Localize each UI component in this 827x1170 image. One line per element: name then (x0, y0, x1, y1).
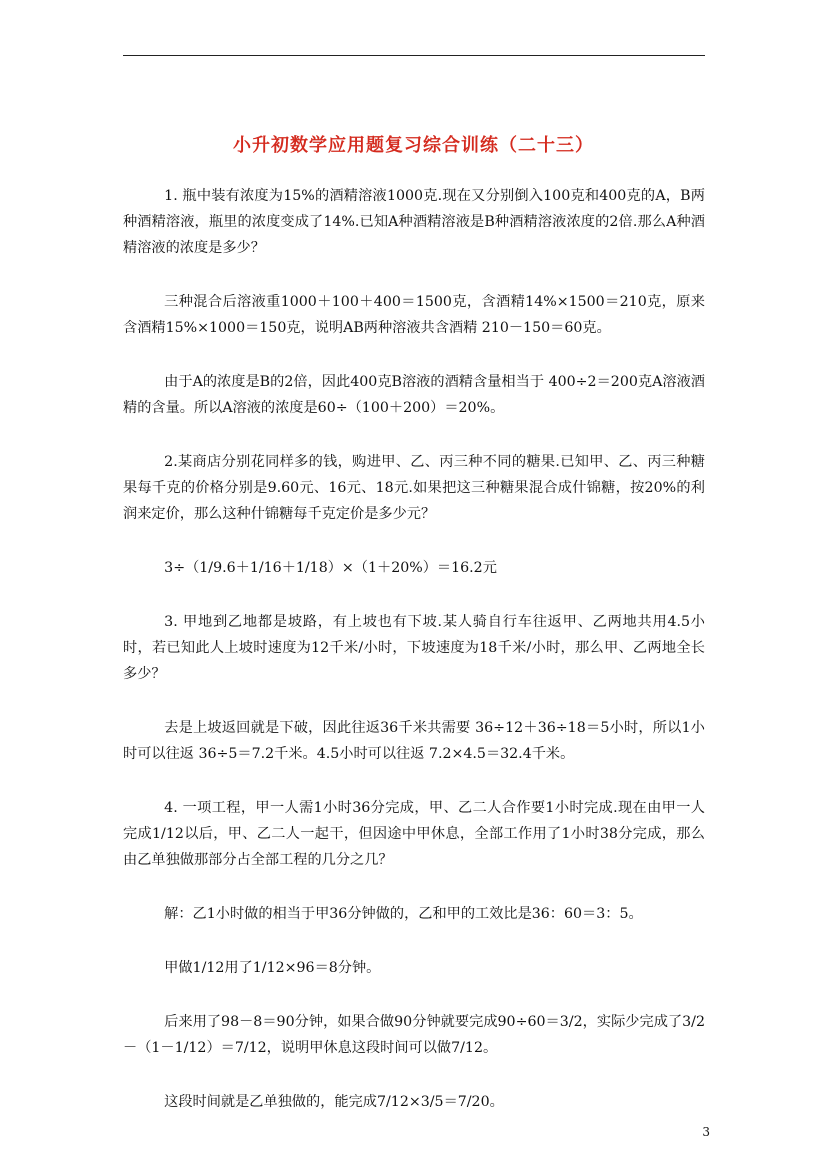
answer-4-step-3: 后来用了98－8＝90分钟，如果合做90分钟就要完成90÷60＝3/2，实际少完成了3/2－（1－1/12）＝7/12，说明甲休息这段时间可以做7/12。 (123, 1014, 705, 1056)
question-4: 4. 一项工程，甲一人需1小时36分完成，甲、乙二人合作要1小时完成.现在由甲一人完成1/12以后，甲、乙二人一起干，但因途中甲休息，全部工作用了1小时38分完成，那么由乙单独做那部分占全部工程的几分之几？ (123, 800, 705, 868)
answer-3: 去是上坡返回就是下破，因此往返36千米共需要 36÷12＋36÷18＝5小时，所以1小时可以往返 36÷5＝7.2千米。4.5小时可以往返 7.2×4.5＝32.4千米。 (123, 720, 705, 762)
question-2: 2.某商店分别花同样多的钱，购进甲、乙、丙三种不同的糖果.已知甲、乙、丙三种糖果每千克的价格分别是9.60元、16元、18元.如果把这三种糖果混合成什锦糖，按20%的利润来定价，那么这种什锦糖每千克定价是多少元？ (123, 454, 705, 522)
page-number: 3 (702, 1125, 710, 1139)
answer-4-step-4: 这段时间就是乙单独做的，能完成7/12×3/5＝7/20。 (164, 1094, 504, 1110)
question-3: 3. 甲地到乙地都是坡路，有上坡也有下坡.某人骑自行车往返甲、乙两地共用4.5小时，若已知此人上坡时速度为12千米/小时，下坡速度为18千米/小时，那么甲、乙两地全长多少？ (123, 614, 705, 682)
answer-1-step-1: 三种混合后溶液重1000＋100＋400＝1500克，含酒精14%×1500＝210克，原来含酒精15%×1000＝150克，说明AB两种溶液共含酒精 210－150＝60克。 (123, 294, 705, 336)
answer-2: 3÷（1/9.6＋1/16＋1/18）×（1＋20%）＝16.2元 (164, 560, 497, 576)
document-body (123, 183, 705, 1143)
answer-4-step-2: 甲做1/12用了1/12×96＝8分钟。 (164, 960, 381, 976)
answer-1-step-2: 由于A的浓度是B的2倍，因此400克B溶液的酒精含量相当于 400÷2＝200克A溶液酒精的含量。所以A溶液的浓度是60÷（100＋200）＝20%。 (123, 374, 705, 416)
answer-4-step-1: 解：乙1小时做的相当于甲36分钟做的，乙和甲的工效比是36：60＝3：5。 (164, 906, 643, 922)
question-1: 1. 瓶中装有浓度为15%的酒精溶液1000克.现在又分别倒入100克和400克的A，B两种酒精溶液，瓶里的浓度变成了14%.已知A种酒精溶液是B种酒精溶液浓度的2倍.那么A种酒精溶液的浓度是多少？ (123, 188, 705, 256)
header-rule (123, 55, 705, 56)
document-title: 小升初数学应用题复习综合训练（二十三） (233, 135, 594, 156)
